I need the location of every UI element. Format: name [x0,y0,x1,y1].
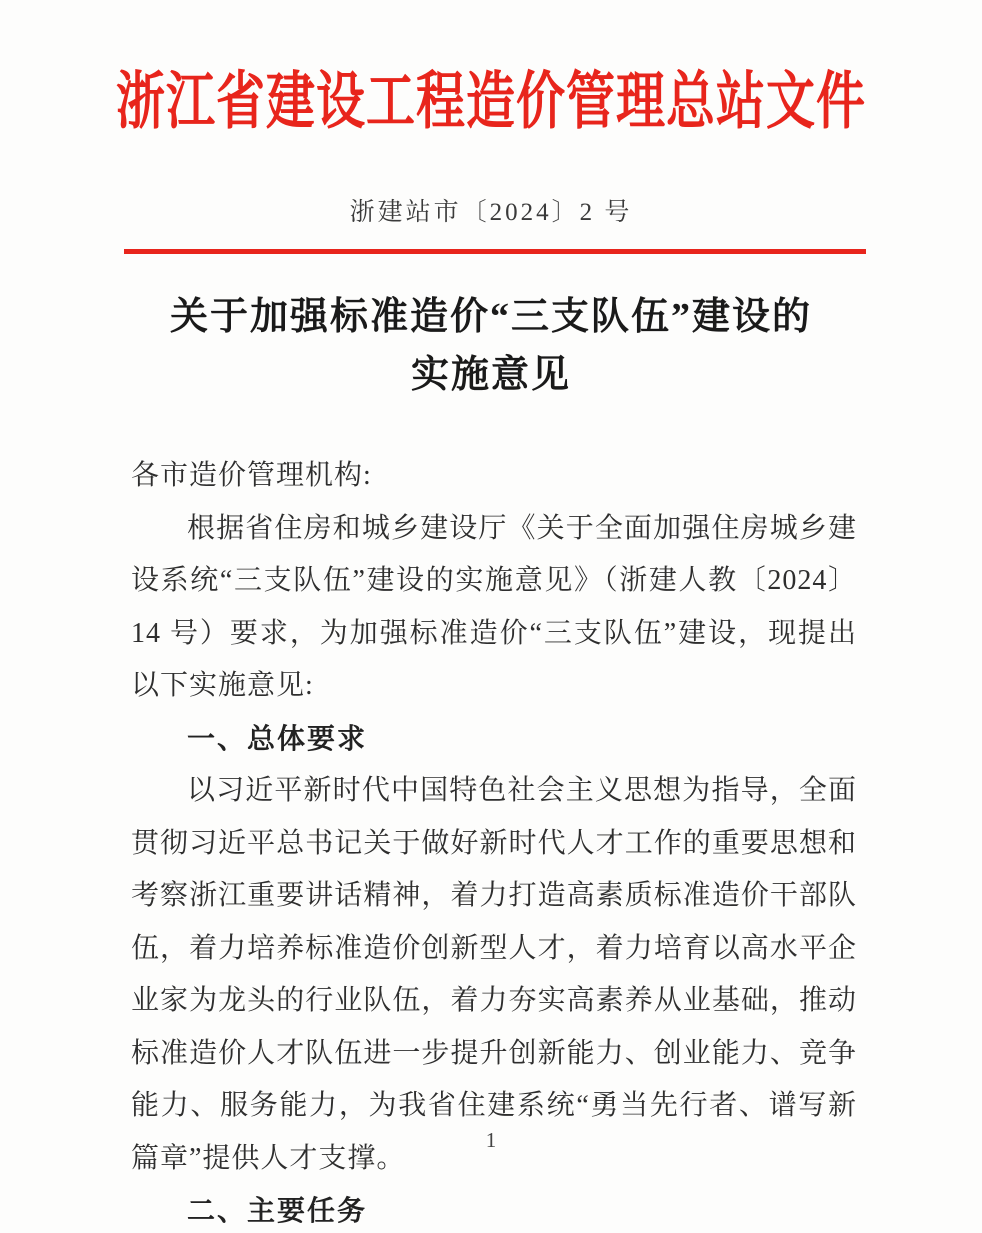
document-body [131,450,857,1233]
page-number: 1 [485,1128,497,1152]
document-title-line2: 实施意见 [410,354,571,396]
section-heading-1: 一、总体要求 [187,722,368,754]
document-header-org-title: 浙江省建设工程造价管理总站文件 [115,67,866,137]
paragraph-intro: 根据省住房和城乡建设厅《关于全面加强住房城乡建设系统“三支队伍”建设的实施意见》（浙建人教〔2024〕14 号）要求，为加强标准造价“三支队伍”建设，现提出以下实施意见: [131,512,857,701]
document-title [0,288,982,404]
red-separator-line [124,249,866,254]
document-title-line1: 关于加强标准造价“三支队伍”建设的 [169,296,812,338]
document-reference-number: 浙建站市〔2024〕2 号 [349,199,633,226]
section-heading-2: 二、主要任务 [187,1195,368,1226]
paragraph-overall-requirements: 以习近平新时代中国特色社会主义思想为指导，全面贯彻习近平总书记关于做好新时代人才工作的重要思想和考察浙江重要讲话精神，着力打造高素质标准造价干部队伍，着力培养标准造价创新型人才，着力培育以高水平企业家为龙头的行业队伍，着力夯实高素养从业基础，推动标准造价人才队伍进一步提升创新能力、创业能力、竞争能力、服务能力，为我省住建系统“勇当先行者、谱写新篇章”提供人才支撑。 [131,775,857,1174]
salutation: 各市造价管理机构: [131,460,372,491]
